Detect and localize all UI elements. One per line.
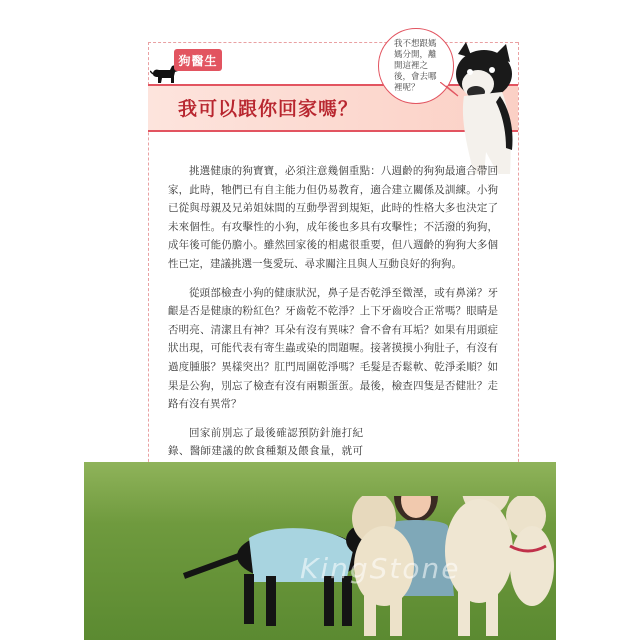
watermark: KingStone [300, 552, 461, 585]
bubble-tail [440, 82, 460, 100]
paragraph: 挑選健康的狗寶寶，必須注意幾個重點：八週齡的狗狗最適合帶回家，此時，牠們已有自主能力但仍易教育，適合建立關係及訓練。小狗已從與母親及兄弟姐妹間的互動學習到規矩，此時的性格大多也決定了未來個性。有攻擊性的小狗，成年後也多具有攻擊性；不活潑的狗狗，成年後可能仍膽小。雖然回家後的相處很重要，但八週齡的狗狗大多個性已定，建議挑選一隻愛玩、尋求關注且與人互動良好的狗狗。 [168, 165, 498, 270]
category-tag: 狗醫生 [174, 49, 222, 71]
article-body [168, 162, 498, 490]
paragraph: 從頭部檢查小狗的健康狀況，鼻子是否乾淨至微溼，或有鼻涕？牙齦是否是健康的粉紅色？牙齒乾不乾淨？上下牙齒咬合正常嗎？眼睛是否明亮、清潔且有神？耳朵有沒有異味？會不會有耳垢？如果有用頭症狀出現，可能代表有寄生蟲或染的問題喔。接著摸摸小狗肚子，有沒有過度腫脹？異樣突出？肛門周圍乾淨嗎？毛髮是否鬆軟、乾淨柔順？如果是公狗，別忘了檢查有沒有兩顆蛋蛋。最後，檢查四隻是否健壯？走路有沒有異常？ [168, 286, 498, 411]
bubble-text: 我不想跟媽媽分開，離開這裡之後，會去哪裡呢？ [394, 38, 437, 93]
paragraph: 回家前別忘了最後確認預防針施打紀錄、醫師建議的飲食種類及餵食量，就可 [168, 426, 363, 458]
page-title: 我可以跟你回家嗎？ [178, 98, 359, 120]
